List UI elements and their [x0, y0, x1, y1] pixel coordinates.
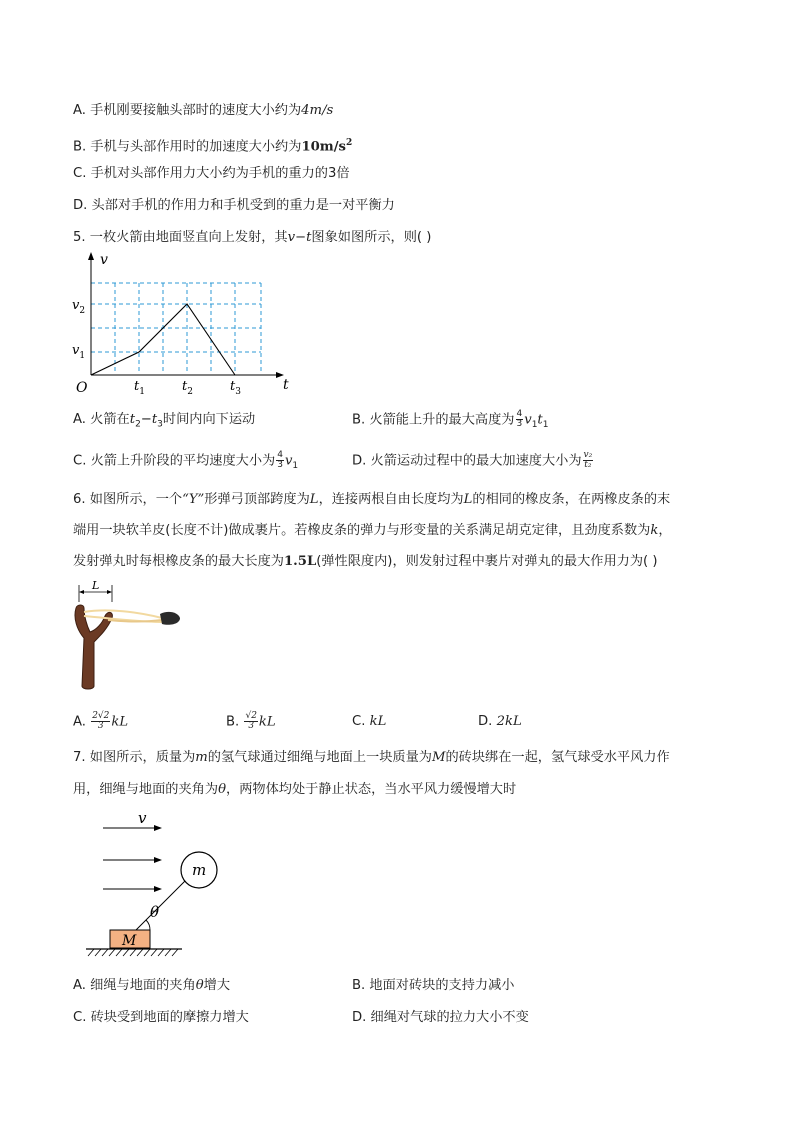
origin-label: O: [76, 380, 88, 395]
option-math: t: [129, 412, 136, 427]
stem-text: 6. 如图所示，一个: [73, 492, 183, 507]
option-fraction: [516, 410, 524, 429]
q6-stem-line2: [73, 521, 672, 541]
fraction-numerator: v₂: [583, 450, 593, 460]
q4-option-b: [73, 133, 352, 157]
q5-option-a: [73, 410, 255, 435]
y-axis-arrow: [88, 252, 94, 260]
option-text: C. 手机对头部作用力大小约为手机的重力的3倍: [73, 166, 350, 181]
fraction-denominator: t₂: [584, 460, 592, 470]
q6-option-c: [352, 712, 386, 732]
stem-text: 的氢气球通过细绳与地面上一块质量为: [207, 750, 432, 765]
stem-text: 的相同的橡皮条，在两橡皮条的末: [472, 492, 671, 507]
x-axis-label: t: [283, 377, 289, 393]
q7-option-c: [73, 1008, 249, 1028]
option-text: A. 细绳与地面的夹角: [73, 978, 196, 993]
option-text: 时间内向下运动: [162, 412, 256, 427]
q6-stem-line1: [73, 490, 670, 510]
option-math: t: [537, 412, 543, 428]
option-text: D.: [478, 714, 493, 729]
q7-option-a: [73, 976, 230, 996]
option-fraction: [244, 712, 257, 731]
wind-label: v: [138, 810, 147, 827]
q7-stem-line2: [73, 780, 516, 800]
option-sup: 2: [345, 138, 353, 148]
fraction-numerator: 4: [516, 409, 523, 419]
option-sub: 2: [135, 419, 141, 430]
option-sub: 1: [292, 461, 299, 472]
option-sub: 3: [157, 419, 163, 430]
y-tick-v2: $v_2$: [72, 298, 86, 316]
option-text: C.: [352, 714, 366, 729]
stem-math: L: [463, 492, 473, 507]
q5-option-c: [73, 451, 298, 476]
y-tick-v1: $v_1$: [72, 343, 86, 361]
rope: [136, 880, 186, 930]
option-text: D. 细绳对气球的拉力大小不变: [352, 1010, 529, 1025]
option-text: B.: [226, 714, 240, 730]
stem-math: 1.5L: [284, 554, 317, 569]
q4-option-a: [73, 101, 333, 121]
option-math: v: [524, 412, 532, 428]
option-text: C. 砖块受到地面的摩擦力增大: [73, 1010, 249, 1025]
option-text: C. 火箭上升阶段的平均速度大小为: [73, 453, 276, 469]
fraction-numerator: √2: [245, 711, 257, 721]
q6-option-d: [478, 712, 522, 732]
option-fraction: [276, 451, 284, 470]
stem-text: 5. 一枚火箭由地面竖直向上发射，其: [73, 230, 288, 245]
option-math: kL: [258, 714, 276, 730]
stem-text: ，: [658, 523, 672, 538]
fraction-denominator: 3: [277, 460, 283, 470]
option-math: v: [284, 453, 293, 469]
option-fraction: [91, 712, 110, 731]
stem-text: 的砖块绑在一起，氢气球受水平风力作: [445, 750, 670, 765]
stem-text: (弹性限度内)，则发射过程中裹片对弹丸的最大作用力为( ): [316, 554, 658, 569]
stem-text: ，连接两根自由长度均为: [318, 492, 464, 507]
option-math: t: [151, 412, 158, 427]
option-text: B. 手机与头部作用时的加速度大小约为: [73, 139, 302, 155]
fraction-denominator: 3: [97, 721, 104, 731]
option-sub: 1: [531, 420, 538, 431]
fraction-denominator: 3: [516, 419, 523, 429]
option-math: kL: [111, 714, 129, 730]
slingshot-figure: [68, 578, 188, 696]
balloon-figure: [80, 810, 240, 960]
fraction-numerator: 4: [277, 450, 283, 460]
option-text: 增大: [203, 978, 231, 993]
option-math: 2kL: [496, 714, 522, 729]
angle-label: θ: [150, 903, 160, 921]
option-fraction: [583, 451, 594, 470]
fraction-denominator: 3: [248, 721, 255, 731]
x-tick-t2: $t_2$: [182, 379, 193, 395]
stem-text: 图象如图所示，则( ): [311, 230, 432, 245]
vt-graph: [70, 250, 310, 395]
span-label: L: [92, 579, 100, 592]
q5-option-b: [352, 410, 548, 435]
fraction-numerator: 2√2: [92, 711, 110, 721]
brick-label: M: [122, 933, 137, 949]
q6-option-b: [226, 712, 276, 733]
stem-text: ，两物体均处于静止状态，当水平风力缓慢增大时: [226, 782, 517, 797]
pouch: [160, 612, 180, 625]
grid-lines: [91, 283, 261, 374]
q5-option-d: [352, 451, 594, 472]
stem-math: L: [309, 492, 319, 507]
q7-option-b: [352, 976, 515, 996]
q7-stem-line1: [73, 748, 670, 768]
q6-option-a: [73, 712, 128, 733]
y-axis-label: v: [100, 252, 108, 268]
stem-math: k: [650, 523, 659, 538]
stem-text: 端用一块软羊皮(长度不计)做成裹片。若橡皮条的弹力与形变量的关系满足胡克定律，且劲度系数为: [73, 523, 651, 538]
option-text: A. 手机刚要接触头部时的速度大小约为: [73, 103, 302, 118]
stem-math: “Y”: [182, 492, 205, 507]
option-text: B. 地面对砖块的支持力减小: [352, 978, 515, 993]
q7-option-d: [352, 1008, 529, 1028]
stem-math: M: [431, 750, 446, 765]
stem-math: m: [195, 750, 208, 765]
ground-hatching: [88, 949, 178, 956]
x-tick-t3: $t_3$: [230, 379, 241, 395]
x-tick-t1: $t_1$: [134, 379, 145, 395]
option-math: θ: [195, 978, 204, 993]
option-math: −: [140, 412, 152, 427]
option-math: kL: [369, 714, 387, 729]
option-sub: 1: [542, 420, 549, 431]
q5-stem: [73, 228, 431, 248]
stem-text: 用，细绳与地面的夹角为: [73, 782, 219, 797]
stem-text: 7. 如图所示，质量为: [73, 750, 196, 765]
stem-math: v−t: [287, 230, 312, 245]
stem-math: θ: [218, 782, 227, 797]
option-text: A. 火箭在: [73, 412, 130, 427]
option-math: 10m/s: [301, 139, 346, 155]
q4-option-c: [73, 164, 350, 184]
q6-stem-line3: [73, 552, 658, 572]
option-text: D. 火箭运动过程中的最大加速度大小为: [352, 453, 582, 469]
q4-option-d: [73, 196, 395, 216]
option-text: A.: [73, 714, 86, 730]
option-text: D. 头部对手机的作用力和手机受到的重力是一对平衡力: [73, 198, 395, 213]
stem-text: 发射弹丸时每根橡皮条的最大长度为: [73, 554, 284, 569]
option-text: B. 火箭能上升的最大高度为: [352, 412, 515, 428]
option-math: 4m/s: [301, 103, 334, 118]
stem-text: 形弹弓顶部跨度为: [204, 492, 310, 507]
balloon-label: m: [192, 861, 207, 879]
